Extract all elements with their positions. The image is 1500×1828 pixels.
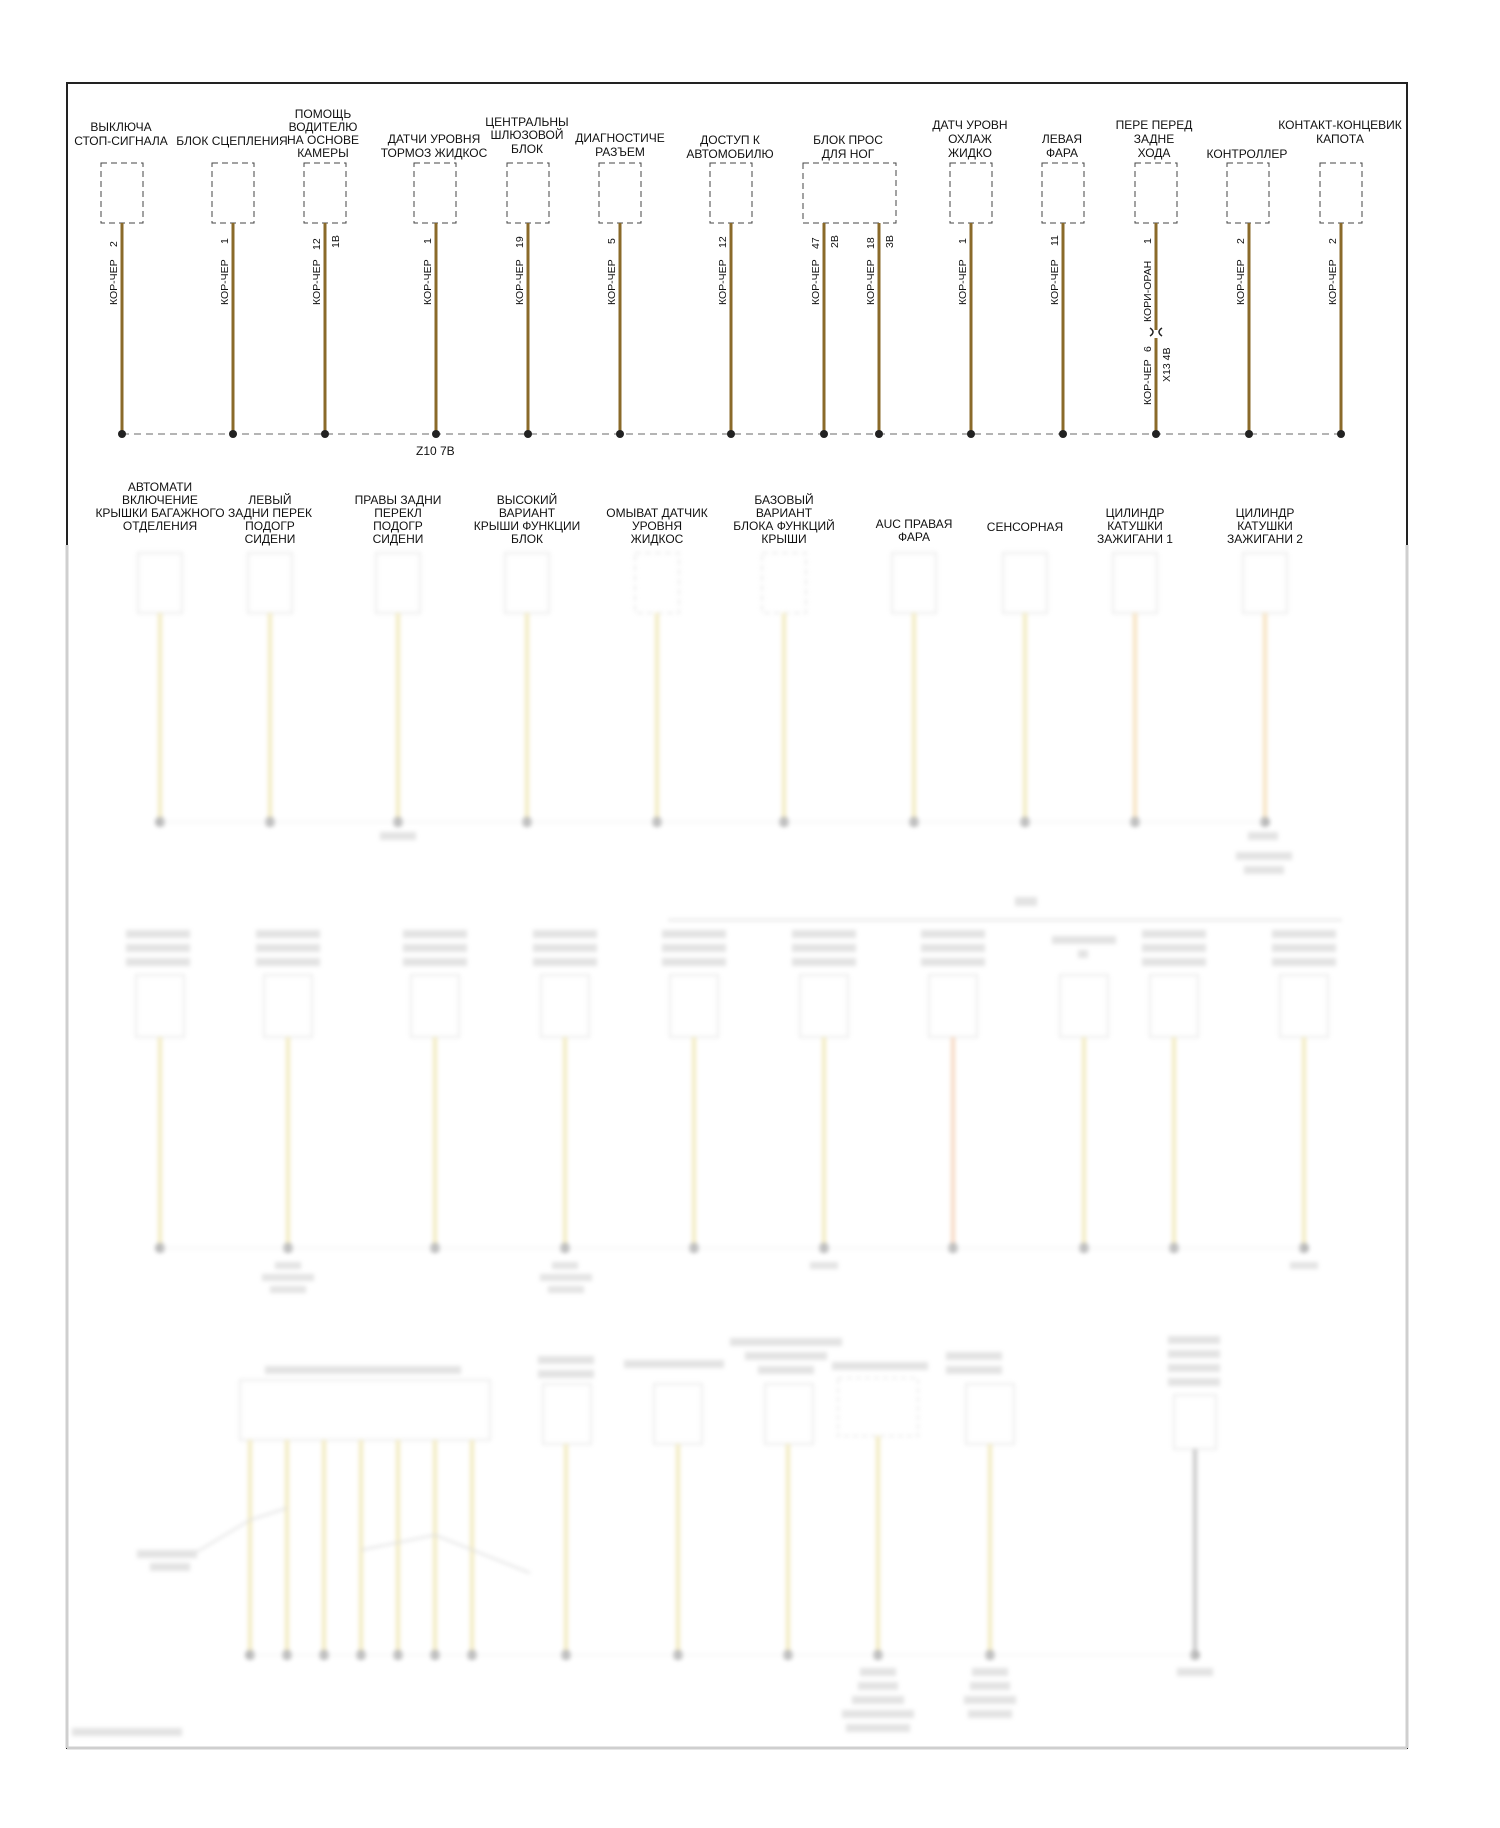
pin-label: 1B bbox=[330, 235, 342, 248]
component-box bbox=[212, 163, 254, 223]
component-label-line: ФАРА bbox=[1045, 146, 1079, 160]
component-label-line: ВЫКЛЮЧА bbox=[90, 120, 152, 134]
component-label-line: АВТОМОБИЛЮ bbox=[686, 147, 774, 161]
component-box bbox=[950, 163, 992, 223]
blurred-region bbox=[72, 553, 1342, 1736]
pin-label: 5 bbox=[606, 238, 618, 244]
component-label-line: КРЫШИ bbox=[761, 532, 807, 546]
pin-label: 19 bbox=[514, 236, 526, 248]
component-box bbox=[507, 163, 549, 223]
ground-node bbox=[616, 430, 624, 438]
component-label-line: КРЫШКИ БАГАЖНОГО bbox=[95, 506, 225, 520]
component-camera-assist bbox=[287, 107, 359, 438]
component-label-line: ЛЕВАЯ bbox=[1041, 132, 1083, 146]
pin-label: 1 bbox=[219, 238, 231, 244]
component-hood-switch bbox=[1278, 118, 1401, 438]
component-coolant-sensor bbox=[932, 118, 1007, 438]
component-label-line: ЦИЛИНДР bbox=[1105, 506, 1165, 520]
component-label-line: ВОДИТЕЛЮ bbox=[288, 120, 358, 134]
component-box bbox=[1227, 163, 1269, 223]
component-label-line: ОТДЕЛЕНИЯ bbox=[122, 519, 198, 533]
component-label-line: БЛОК bbox=[510, 142, 544, 156]
component-label-line: БЛОК bbox=[510, 532, 544, 546]
ground-label: Z10 7B bbox=[416, 444, 455, 458]
pin-label: 1 bbox=[1142, 238, 1154, 244]
pin-label: 2 bbox=[1327, 238, 1339, 244]
component-label-line: ПЕРЕ ПЕРЕД bbox=[1115, 118, 1193, 132]
component-label-line: ЗАДНЕ bbox=[1133, 132, 1175, 146]
component-label-line: КРЫШИ ФУНКЦИИ bbox=[473, 519, 581, 533]
component-box bbox=[1320, 163, 1362, 223]
ground-node bbox=[524, 430, 532, 438]
component-label-line: ПРАВЫ ЗАДНИ bbox=[354, 493, 442, 507]
component-box bbox=[101, 163, 143, 223]
wire-label: КОР-ЧЕР bbox=[108, 259, 120, 305]
component-label-line: ДАТЧ УРОВН bbox=[932, 118, 1008, 132]
top-row bbox=[74, 107, 1402, 458]
component-label-line: КАПОТА bbox=[1316, 132, 1364, 146]
wire-label: КОР-ЧЕР bbox=[1049, 259, 1061, 305]
component-box bbox=[1135, 163, 1177, 223]
diagram-frame bbox=[67, 83, 1407, 1748]
component-label-line: ПОДОГР bbox=[373, 519, 423, 533]
component-box bbox=[414, 163, 456, 223]
component-diagnostic-connector bbox=[575, 131, 664, 438]
second-row-labels bbox=[95, 480, 1303, 546]
wire-label: КОР-ЧЕР bbox=[1235, 259, 1247, 305]
component-label-line: ШЛЮЗОВОЙ bbox=[490, 128, 564, 142]
component-label-line: ЖИДКОС bbox=[630, 532, 684, 546]
component-box bbox=[1042, 163, 1084, 223]
component-label-line: ХОДА bbox=[1137, 146, 1171, 160]
component-label-line: ОМЫВАТ ДАТЧИК bbox=[606, 506, 708, 520]
wire-label: КОР-ЧЕР bbox=[717, 259, 729, 305]
ground-node bbox=[432, 430, 440, 438]
component-label-line: РАЗЪЕМ bbox=[595, 145, 645, 159]
ground-node bbox=[967, 430, 975, 438]
component-label-line: КАТУШКИ bbox=[1107, 519, 1163, 533]
wire-label: КОР-ЧЕР bbox=[865, 259, 877, 305]
wire-label: КОР-ЧЕР bbox=[219, 259, 231, 305]
ground-node bbox=[1337, 430, 1345, 438]
pin-label: 2 bbox=[1235, 238, 1247, 244]
component-footwell-module bbox=[803, 133, 896, 438]
wire-label: КОРИ-ОРАН bbox=[1142, 260, 1154, 322]
component-box bbox=[803, 163, 896, 223]
ground-node bbox=[820, 430, 828, 438]
component-label-line: ТОРМОЗ ЖИДКОС bbox=[380, 146, 488, 160]
pin-label: 1 bbox=[422, 238, 434, 244]
component-label-line: ЦИЛИНДР bbox=[1235, 506, 1295, 520]
ground-node bbox=[875, 430, 883, 438]
wire-label: КОР-ЧЕР bbox=[957, 259, 969, 305]
row2-faded bbox=[138, 553, 1292, 874]
row3-faded bbox=[126, 897, 1342, 1293]
component-label-line: БЛОКА ФУНКЦИЙ bbox=[733, 519, 835, 533]
component-label-line: ЖИДКО bbox=[947, 146, 993, 160]
component-label-line: ПОМОЩЬ bbox=[294, 107, 352, 121]
component-label-line: ДОСТУП К bbox=[700, 133, 760, 147]
component-label-line: AUC ПРАВАЯ bbox=[875, 517, 953, 531]
component-label-line: СИДЕНИ bbox=[372, 532, 424, 546]
component-clutch-block bbox=[176, 134, 287, 438]
ground-node bbox=[1152, 430, 1160, 438]
component-label-line: ПОДОГР bbox=[245, 519, 295, 533]
row4-faded bbox=[137, 1336, 1220, 1732]
component-label-line: СТОП-СИГНАЛА bbox=[74, 134, 168, 148]
component-box bbox=[710, 163, 752, 223]
pin-label: 2 bbox=[108, 241, 120, 247]
pin-label: 47 bbox=[810, 237, 822, 249]
component-label-line: БЛОК СЦЕПЛЕНИЯ bbox=[176, 134, 288, 148]
component-label-line: НА ОСНОВЕ bbox=[286, 133, 360, 147]
component-label-line: ВЫСОКИЙ bbox=[496, 493, 558, 507]
wire-label: КОР-ЧЕР bbox=[1142, 359, 1154, 405]
pin-label: 2B bbox=[829, 235, 841, 248]
component-label-line: КОНТАКТ-КОНЦЕВИК bbox=[1278, 118, 1402, 132]
pin-label: 18 bbox=[865, 237, 877, 249]
component-label-line: БЛОК ПРОС bbox=[813, 133, 883, 147]
component-label-line: ЗАДНИ ПЕРЕК bbox=[227, 506, 313, 520]
component-vehicle-access bbox=[686, 133, 773, 438]
connector-pin-label: 6 bbox=[1142, 346, 1154, 352]
component-label-line: ДЛЯ НОГ bbox=[821, 147, 875, 161]
component-label-line: ПЕРЕКЛ bbox=[374, 506, 422, 520]
component-label-line: ЦЕНТРАЛЬНЫ bbox=[485, 115, 569, 129]
component-label-line: КАТУШКИ bbox=[1237, 519, 1293, 533]
component-left-headlight bbox=[1042, 132, 1084, 438]
component-label-line: КОНТРОЛЛЕР bbox=[1206, 147, 1288, 161]
component-label-line: ЛЕВЫЙ bbox=[248, 493, 292, 507]
component-central-gateway bbox=[485, 115, 568, 438]
wire-label: КОР-ЧЕР bbox=[810, 259, 822, 305]
component-label-line: ВАРИАНТ bbox=[755, 506, 813, 520]
component-label-line: ВАРИАНТ bbox=[498, 506, 556, 520]
component-label-line: ОХЛАЖ bbox=[948, 132, 992, 146]
component-label-line: УРОВНЯ bbox=[631, 519, 683, 533]
component-reverse-switch bbox=[1116, 118, 1193, 438]
wire-label: КОР-ЧЕР bbox=[311, 259, 323, 305]
component-controller bbox=[1207, 147, 1288, 438]
pin-label: 1 bbox=[957, 238, 969, 244]
pin-label: 11 bbox=[1049, 235, 1061, 246]
component-label-line: СИДЕНИ bbox=[244, 532, 296, 546]
pin-label: 12 bbox=[717, 236, 729, 248]
ground-node bbox=[727, 430, 735, 438]
ground-node bbox=[229, 430, 237, 438]
wire-label: КОР-ЧЕР bbox=[1327, 259, 1339, 305]
pin-label: 3B bbox=[884, 235, 896, 248]
ground-node bbox=[118, 430, 126, 438]
component-brake-switch bbox=[74, 120, 168, 438]
wire-label: КОР-ЧЕР bbox=[422, 259, 434, 305]
connector-label: X13 4B bbox=[1161, 347, 1173, 382]
component-label-line: ДИАГНОСТИЧЕ bbox=[575, 131, 665, 145]
component-label-line: СЕНСОРНАЯ bbox=[986, 520, 1064, 534]
component-label-line: КАМЕРЫ bbox=[297, 146, 349, 160]
component-box bbox=[599, 163, 641, 223]
component-brake-fluid-sensor bbox=[381, 132, 488, 438]
ground-node bbox=[321, 430, 329, 438]
component-label-line: АВТОМАТИ bbox=[127, 480, 193, 494]
component-label-line: ВКЛЮЧЕНИЕ bbox=[122, 493, 198, 507]
component-label-line: ЗАЖИГАНИ 2 bbox=[1227, 532, 1303, 546]
wire-label: КОР-ЧЕР bbox=[606, 259, 618, 305]
component-label-line: ФАРА bbox=[897, 530, 931, 544]
component-box bbox=[304, 163, 346, 223]
ground-node bbox=[1059, 430, 1067, 438]
component-label-line: ДАТЧИ УРОВНЯ bbox=[387, 132, 481, 146]
ground-node bbox=[1245, 430, 1253, 438]
wire-label: КОР-ЧЕР bbox=[514, 259, 526, 305]
component-label-line: ЗАЖИГАНИ 1 bbox=[1097, 532, 1173, 546]
pin-label: 12 bbox=[311, 238, 323, 250]
component-label-line: БАЗОВЫЙ bbox=[754, 493, 814, 507]
